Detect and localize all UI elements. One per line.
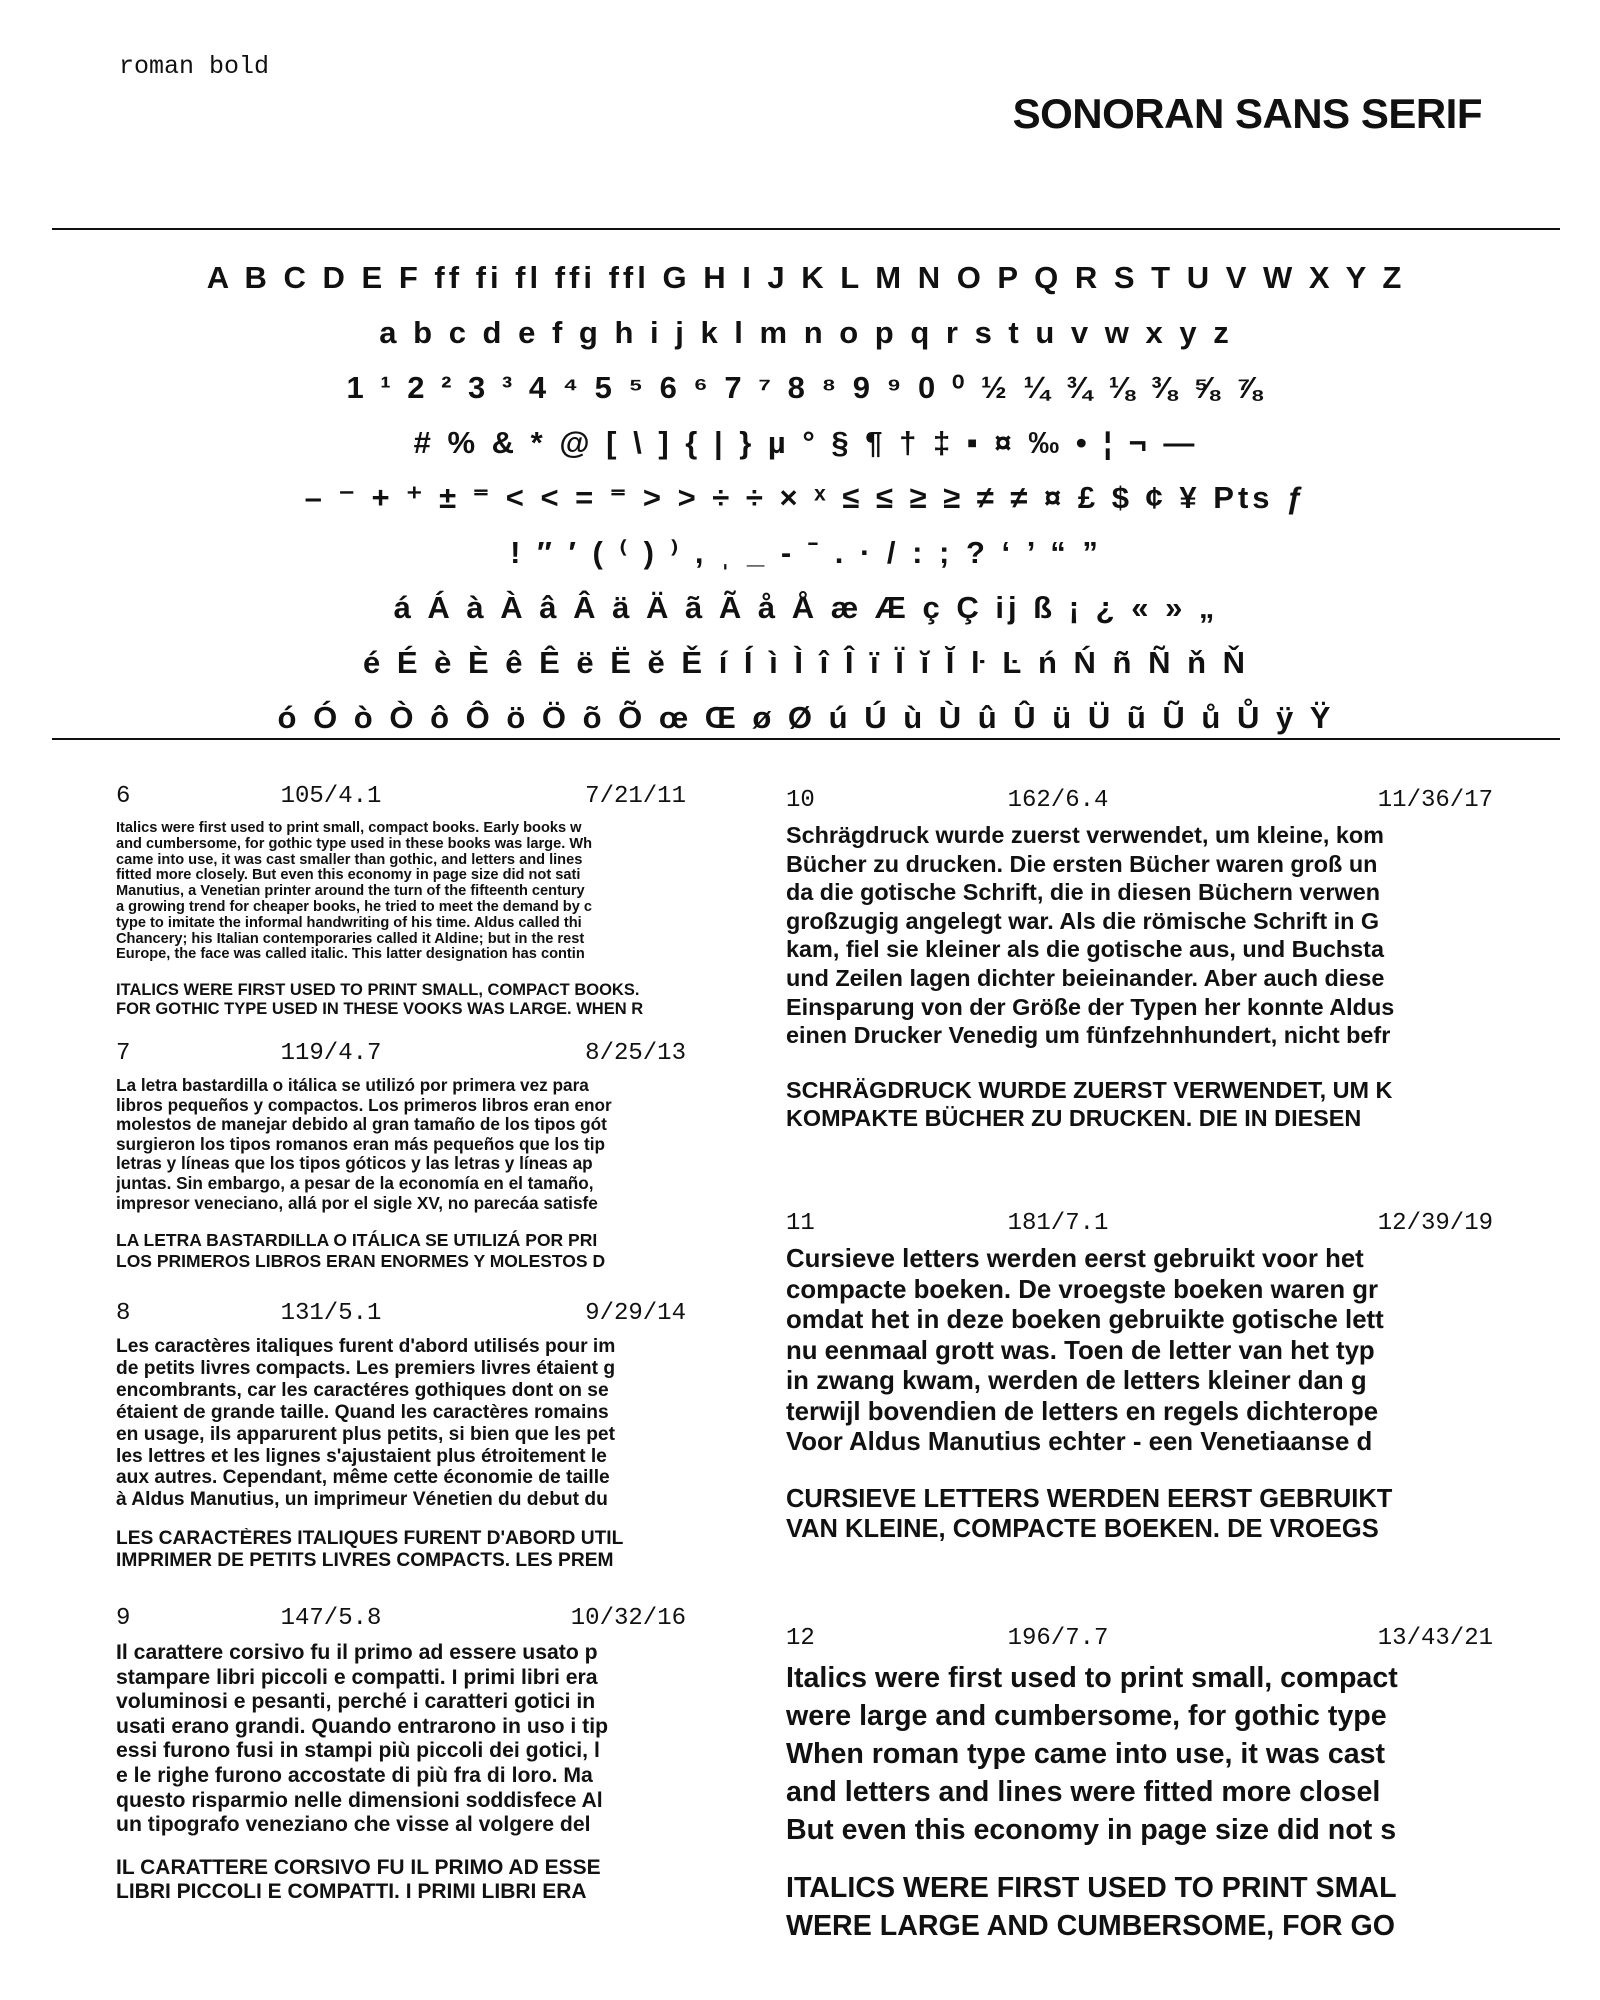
sample-caps-text [116, 1528, 686, 1572]
point-size: 9 [116, 1605, 131, 1632]
charset-row-symbols: # % & * @ [ \ ] { | } µ ° § ¶ † ‡ ▪ ¤ ‰ • ¦ ¬ — [413, 425, 1199, 460]
sample-caps-line: IMPRIMER DE PETITS LIVRES COMPACTS. LES PREM [116, 1550, 614, 1572]
size-ratio: 9/29/14 [585, 1300, 686, 1327]
sample-line: fitted more closely. But even this economy in page size did not sati [116, 868, 581, 884]
sample-caps-line: ITALICS WERE FIRST USED TO PRINT SMALL, COMPACT BOOKS. [116, 981, 640, 1000]
sample-line: were large and cumbersome, for gothic type [786, 1700, 1387, 1732]
sample-line: aux autres. Cependant, même cette économie de taille [116, 1467, 610, 1489]
point-size: 8 [116, 1300, 131, 1327]
sample-line: un tipografo veneziano che visse al volgere del [116, 1813, 591, 1837]
sample-header [116, 1300, 686, 1330]
sample-6pt [116, 783, 686, 1019]
charset-row-uppercase: A B C D E F ff fi fl ffi ffl G H I J K L M N O P Q R S T U V W X Y Z [206, 260, 1406, 295]
sample-caps-line: LOS PRIMEROS LIBROS ERAN ENORMES Y MOLESTOS D [116, 1251, 606, 1272]
sample-11pt [786, 1210, 1493, 1545]
sample-7pt [116, 1040, 686, 1272]
size-ratio: 13/43/21 [1377, 1625, 1493, 1652]
sample-line: Manutius, a Venetian printer around the turn of the fifteenth century [116, 884, 585, 900]
sample-header [116, 1605, 686, 1635]
sample-line: terwijl bovendien de letters en regels dichterope [786, 1397, 1379, 1426]
sample-line: de petits livres compacts. Les premiers livres étaient g [116, 1357, 616, 1379]
sample-line: Il carattere corsivo fu il primo ad essere usato p [116, 1641, 598, 1664]
sample-caps-line: IL CARATTERE CORSIVO FU IL PRIMO AD ESSE [116, 1855, 601, 1879]
sample-line: Chancery; his Italian contemporaries called it Aldine; but in the rest [116, 931, 585, 947]
sample-line: and letters and lines were fitted more closel [786, 1776, 1381, 1808]
sample-8pt [116, 1300, 686, 1572]
sample-caps-text [786, 1869, 1493, 1945]
sample-line: les lettres et les lignes s'ajustaient plus étroitement le [116, 1445, 607, 1467]
sample-caps-text [786, 1076, 1493, 1133]
sample-line: étaient de grande taille. Quand les caractères romains [116, 1401, 609, 1423]
sample-line: großzugig angelegt war. Als die römische Schrift in G [786, 907, 1380, 934]
sample-caps-line: CURSIEVE LETTERS WERDEN EERST GEBRUIKT [786, 1484, 1393, 1513]
size-ratio: 8/25/13 [585, 1040, 686, 1067]
sample-line: Cursieve letters werden eerst gebruikt voor het [786, 1245, 1364, 1273]
sample-header [116, 1040, 686, 1070]
sample-line: came into use, it was cast smaller than gothic, and letters and lines [116, 852, 583, 868]
charset-row-punctuation: ! ″ ′ ( ⁽ ) ⁾ , ˌ _ - ˉ . · / : ; ? ‘ ’ “ ” [510, 535, 1102, 570]
sample-line: einen Drucker Venedig um fünfzehnhundert, nicht befr [786, 1022, 1391, 1049]
sample-line: compacte boeken. De vroegste boeken waren gr [786, 1275, 1379, 1304]
sample-line: nu eenmaal grott was. Toen de letter van het typ [786, 1336, 1375, 1365]
size-mm: 119/4.7 [280, 1040, 382, 1067]
sample-caps-text [786, 1484, 1493, 1545]
sample-line: à Aldus Manutius, un imprimeur Vénetien du debut du [116, 1489, 608, 1511]
sample-caps-line: ITALICS WERE FIRST USED TO PRINT SMAL [786, 1872, 1397, 1904]
sample-line: Italics were first used to print small, compact books. Early books w [116, 821, 582, 836]
size-mm: 196/7.7 [1007, 1625, 1109, 1652]
charset-row-lowercase: a b c d e f g h i j k l m n o p q r s t u v w x y z [379, 315, 1233, 350]
sample-text [786, 1659, 1493, 1849]
sample-line: type to imitate the informal handwriting of his time. Aldus called thi [116, 915, 582, 931]
sample-line: La letra bastardilla o itálica se utilizó por primera vez para [116, 1076, 589, 1095]
sample-caps-line: WERE LARGE AND CUMBERSOME, FOR GO [786, 1910, 1395, 1942]
size-mm: 147/5.8 [280, 1605, 382, 1632]
top-rule [52, 228, 1560, 230]
sample-text [786, 821, 1493, 1050]
sample-caps-line: SCHRÄGDRUCK WURDE ZUERST VERWENDET, UM K [786, 1076, 1393, 1103]
sample-line: da die gotische Schrift, die in diesen Büchern verwen [786, 879, 1381, 906]
sample-line: Les caractères italiques furent d'abord utilisés pour im [116, 1336, 616, 1357]
charset-row-accented-e-i-n: é É è È ê Ê ë Ë ĕ Ě í Í ì Ì î Î ï Ï ĭ Ĭ ŀ Ŀ ń Ń ñ Ñ ň Ň [362, 645, 1249, 680]
sample-line: libros pequeños y compactos. Los primeros libros eran enor [116, 1095, 612, 1115]
point-size: 7 [116, 1040, 131, 1067]
sample-line: Italics were first used to print small, compact [786, 1662, 1398, 1694]
charset-row-accented-a: á Á à À â Â ä Ä ã Ã å Å æ Æ ç Ç ij ß ¡ ¿ « » „ [393, 590, 1219, 625]
sample-10pt [786, 787, 1493, 1133]
style-label: roman bold [119, 52, 270, 81]
sample-caps-line: LA LETRA BASTARDILLA O ITÁLICA SE UTILIZÁ POR PRI [116, 1230, 598, 1251]
sample-header [786, 1625, 1493, 1655]
sample-line: encombrants, car les caractéres gothiques dont on se [116, 1379, 609, 1401]
sample-caps-line: VAN KLEINE, COMPACTE BOEKEN. DE VROEGS [786, 1515, 1379, 1543]
size-mm: 181/7.1 [1007, 1210, 1109, 1237]
size-mm: 131/5.1 [280, 1300, 382, 1327]
sample-line: impresor veneciano, allá por el sigle XV, no parecáa satisfe [116, 1193, 598, 1213]
typeface-title: SONORAN SANS SERIF [1012, 90, 1482, 137]
sample-text [116, 821, 686, 963]
sample-text [116, 1641, 686, 1838]
size-mm: 162/6.4 [1007, 787, 1109, 814]
sample-line: kam, fiel sie kleiner als die gotische aus, und Buchsta [786, 936, 1384, 963]
sample-header [786, 1210, 1493, 1240]
sample-text [786, 1244, 1493, 1458]
sample-line: surgieron los tipos romanos eran más pequeños que los tip [116, 1134, 605, 1154]
point-size: 10 [786, 787, 815, 814]
sample-9pt [116, 1605, 686, 1904]
sample-caps-text [116, 1230, 686, 1272]
sample-line: When roman type came into use, it was cast [786, 1738, 1386, 1770]
sample-line: und Zeilen lagen dichter beieinander. Aber auch diese [786, 964, 1385, 991]
sample-line: and cumbersome, for gothic type used in these books was large. Wh [116, 836, 593, 852]
sample-line: e le righe furono accostate di più fra di loro. Ma [116, 1763, 593, 1787]
character-set [52, 250, 1560, 745]
point-size: 12 [786, 1625, 815, 1652]
sample-line: a growing trend for cheaper books, he tried to meet the demand by c [116, 899, 592, 915]
point-size: 6 [116, 783, 131, 810]
sample-line: in zwang kwam, werden de letters kleiner dan g [786, 1367, 1367, 1395]
sample-header [116, 783, 686, 813]
sample-line: en usage, ils apparurent plus petits, si bien que les pet [116, 1423, 615, 1445]
sample-line: questo risparmio nelle dimensioni soddisfece Al [116, 1788, 603, 1812]
sample-caps-line: KOMPAKTE BÜCHER ZU DRUCKEN. DIE IN DIESEN [786, 1105, 1362, 1132]
sample-header [786, 787, 1493, 817]
size-ratio: 12/39/19 [1377, 1210, 1493, 1237]
sample-line: Voor Aldus Manutius echter - een Venetiaanse d [786, 1428, 1373, 1456]
size-ratio: 7/21/11 [585, 783, 686, 810]
sample-caps-line: LIBRI PICCOLI E COMPATTI. I PRIMI LIBRI ERA [116, 1879, 587, 1903]
sample-line: usati erano grandi. Quando entrarono in uso i tip [116, 1714, 609, 1738]
sample-caps-line: LES CARACTÈRES ITALIQUES FURENT D'ABORD UTIL [116, 1528, 624, 1550]
sample-line: Schrägdruck wurde zuerst verwendet, um kleine, kom [786, 822, 1384, 848]
sample-text [116, 1336, 686, 1511]
charset-row-math: – ⁻ + ⁺ ± ⁼ < ˂ = ⁼ > ˃ ÷ ÷ × ˣ ≤ ≤ ≥ ≥ ≠ ≠ ¤ £ $ ¢ ¥ Pts ƒ [304, 480, 1308, 515]
sample-line: stampare libri piccoli e compatti. I primi libri era [116, 1665, 598, 1689]
sample-line: Europe, the face was called italic. This latter designation has contin [116, 947, 585, 963]
sample-line: omdat het in deze boeken gebruikte gotische lett [786, 1306, 1384, 1334]
sample-line: voluminosi e pesanti, perché i caratteri gotici in [116, 1690, 596, 1714]
sample-text [116, 1076, 686, 1213]
charset-row-figures: 1 ¹ 2 ² 3 ³ 4 ⁴ 5 ⁵ 6 ⁶ 7 ⁷ 8 ⁸ 9 ⁹ 0 ⁰ ½ ¼ ¾ ⅛ ⅜ ⅝ ⅞ [346, 370, 1266, 405]
size-ratio: 11/36/17 [1377, 787, 1493, 814]
size-mm: 105/4.1 [280, 783, 382, 810]
sample-12pt [786, 1625, 1493, 1945]
sample-line: molestos de manejar debido al gran tamaño de los tipos gót [116, 1115, 607, 1135]
sample-line: But even this economy in page size did not s [786, 1814, 1397, 1846]
sample-line: juntas. Sin embargo, a pesar de la economía en el tamaño, [116, 1173, 594, 1193]
size-ratio: 10/32/16 [570, 1605, 686, 1632]
sample-caps-line: FOR GOTHIC TYPE USED IN THESE VOOKS WAS LARGE. WHEN R [116, 1000, 644, 1019]
sample-line: Bücher zu drucken. Die ersten Bücher waren groß un [786, 850, 1378, 877]
sample-line: essi furono fusi in stampi più piccoli dei gotici, l [116, 1739, 600, 1763]
sample-caps-text [116, 1856, 686, 1904]
sample-caps-text [116, 981, 686, 1019]
sample-line: Einsparung von der Größe der Typen her konnte Aldus [786, 993, 1395, 1020]
sample-line: letras y líneas que los tipos góticos y las letras y líneas ap [116, 1154, 593, 1174]
charset-row-accented-o-u-y: ó Ó ò Ò ô Ô ö Ö õ Õ œ Œ ø Ø ú Ú ù Ù û Û ü Ü ũ Ũ ů Ů ÿ Ÿ [277, 700, 1335, 735]
point-size: 11 [786, 1210, 815, 1237]
bottom-rule [52, 738, 1560, 740]
